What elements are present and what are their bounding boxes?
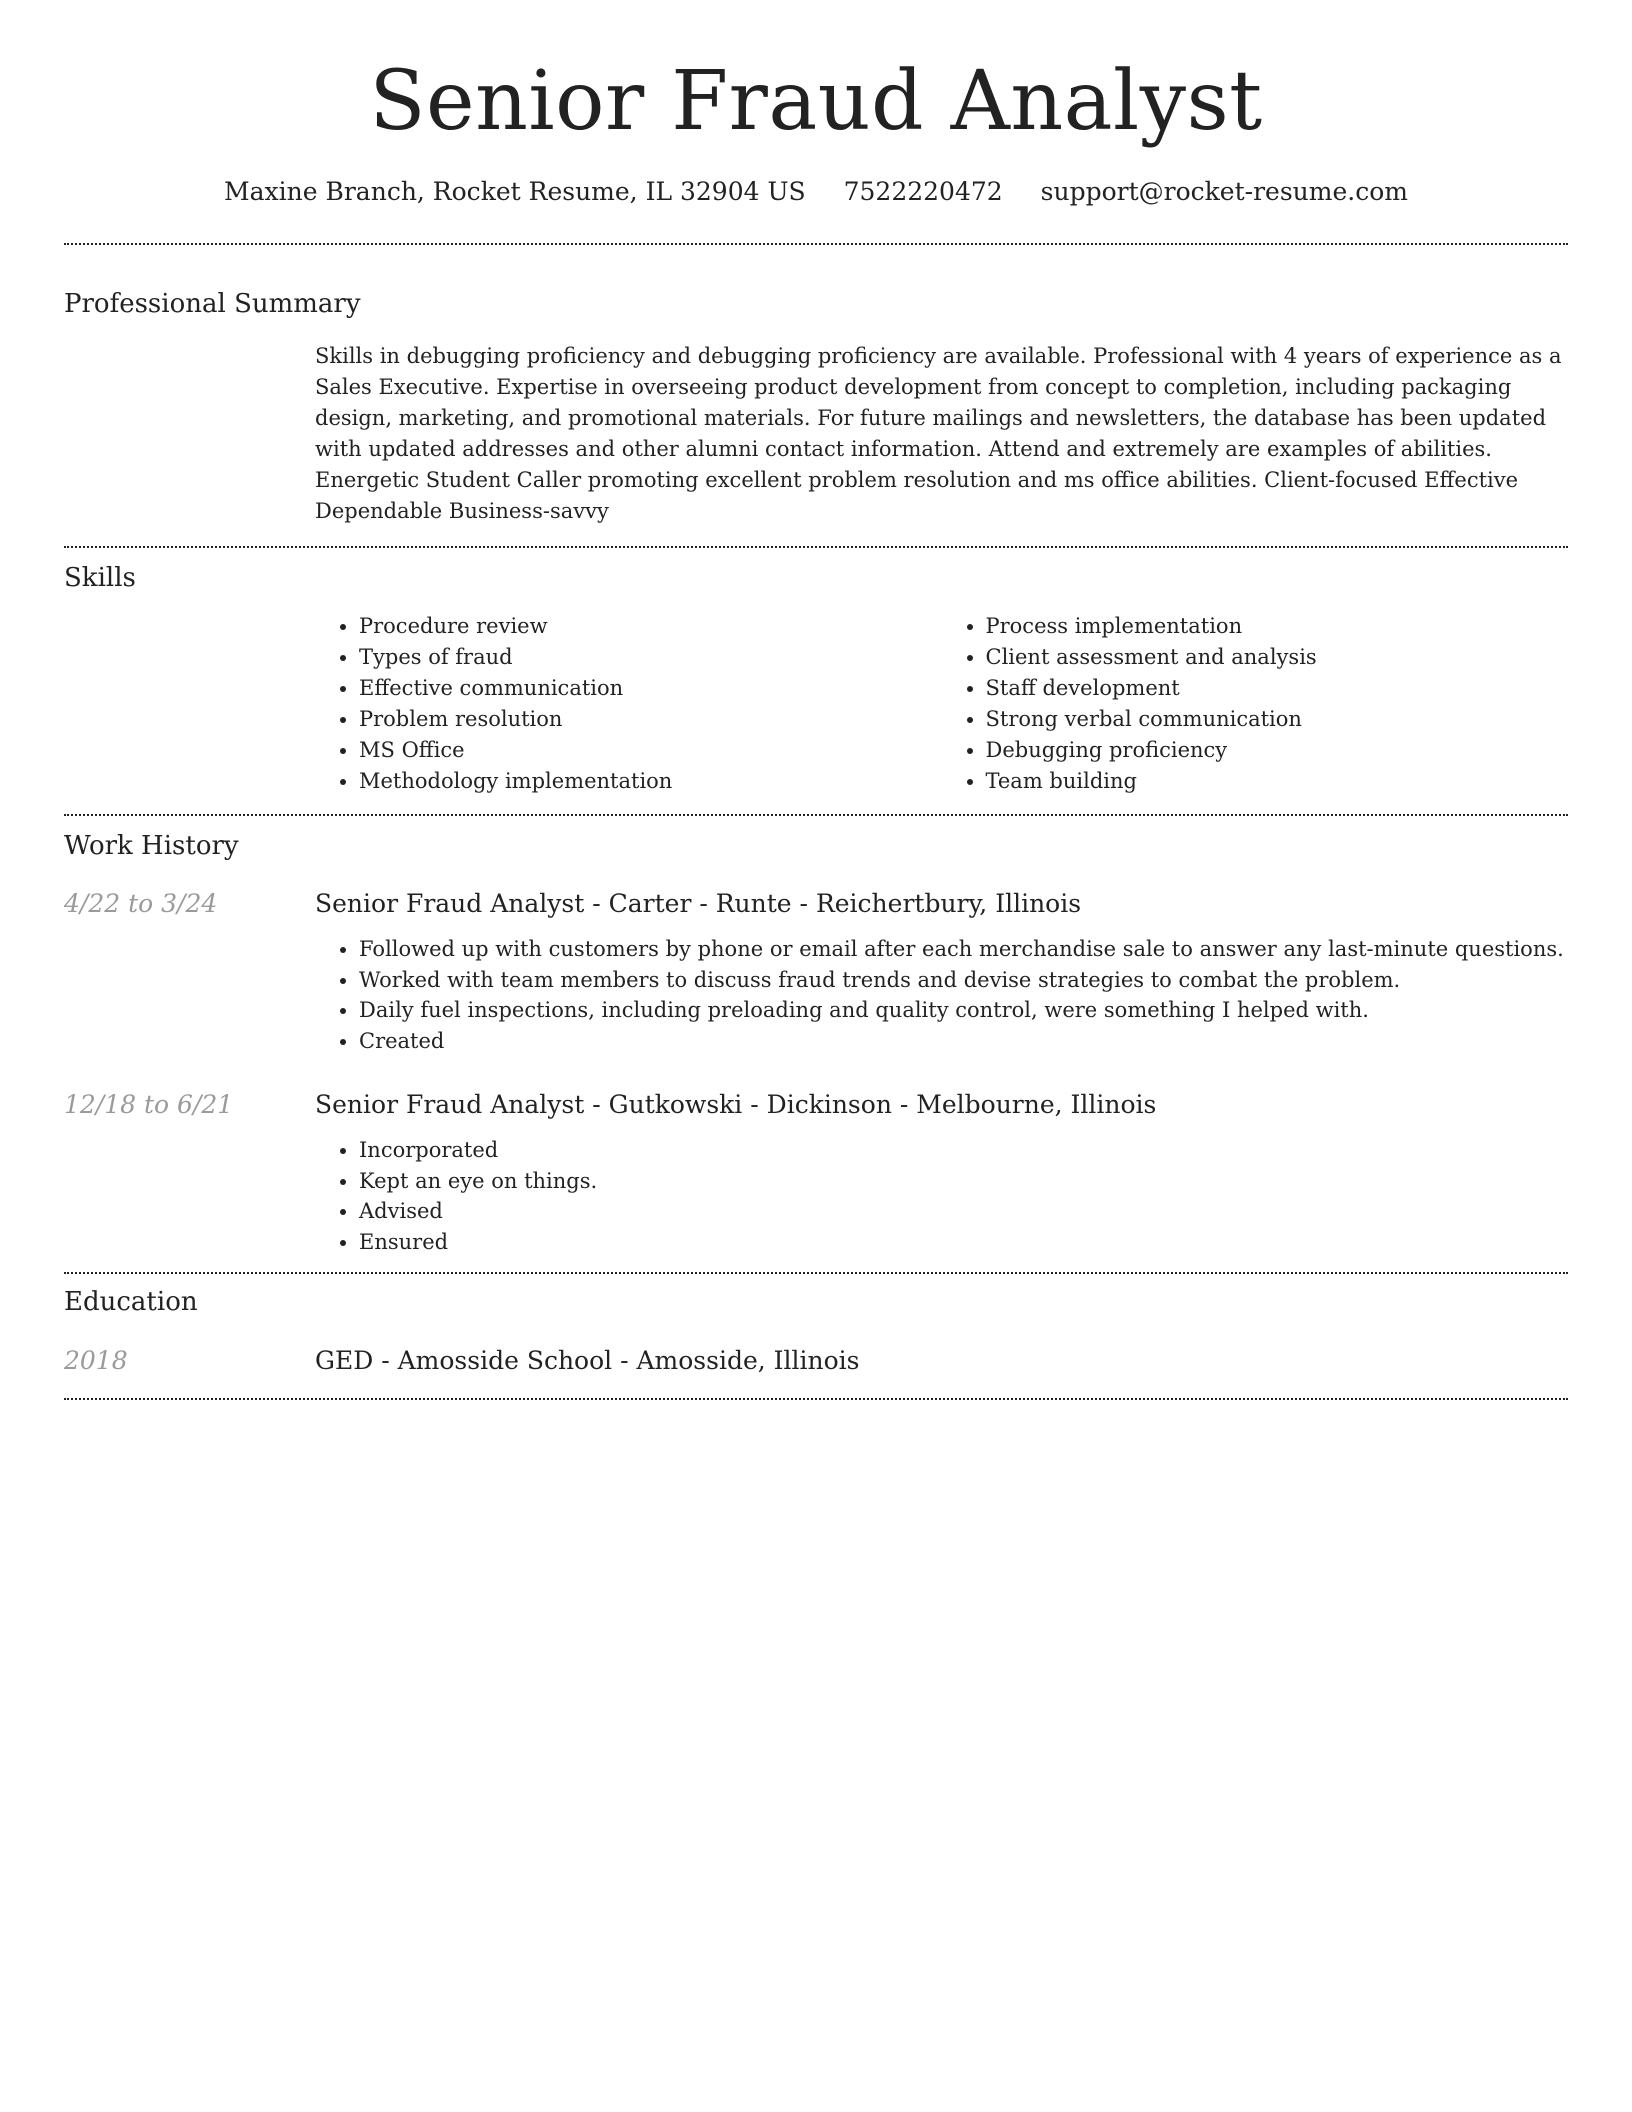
job-bullet: • Followed up with customers by phone or email after each merchandise sale to answer any last-minute questions. [359, 934, 1568, 965]
education-heading: GED - Amosside School - Amosside, Illinois [315, 1346, 860, 1375]
contact-phone: 7522220472 [843, 177, 1003, 206]
job-bullet: • Advised [359, 1196, 1568, 1227]
divider [64, 814, 1568, 816]
contact-email: support@rocket-resume.com [1040, 177, 1408, 206]
section-title-work-history: Work History [64, 831, 239, 861]
job-bullets [315, 1135, 1568, 1257]
job-bullet: • Created [359, 1026, 1568, 1057]
skill-item: • Debugging proficiency [986, 735, 1569, 766]
divider [64, 243, 1568, 245]
education-entry [64, 1344, 1568, 1378]
divider [64, 546, 1568, 548]
summary-text: Skills in debugging proficiency and debugging proficiency are available. Professional with 4 years of experience as a Sales Executive. Expertise in overseeing product development from concept to completion, including packaging design, marketing, and promotional materials. For future mailings and newsletters, the database has been updated with updated addresses and other alumni contact information. Attend and extremely are examples of abilities. Energetic Student Caller promoting excellent problem resolution and ms office abilities. Client-focused Effective Dependable Business-savvy [315, 344, 1562, 523]
skills-grid [315, 611, 1568, 797]
divider [64, 1272, 1568, 1274]
job-bullet: • Ensured [359, 1227, 1568, 1258]
skill-item: • Types of fraud [359, 642, 942, 673]
contact-address: Maxine Branch, Rocket Resume, IL 32904 US [224, 177, 806, 206]
skill-item: • Strong verbal communication [986, 704, 1569, 735]
job-heading: Senior Fraud Analyst - Carter - Runte - Reichertbury, Illinois [315, 889, 1082, 918]
skill-item: • Procedure review [359, 611, 942, 642]
job-bullets [315, 934, 1568, 1056]
education-year: 2018 [64, 1346, 128, 1375]
job-entry [64, 887, 1568, 921]
contact-line [64, 175, 1568, 209]
section-title-summary: Professional Summary [64, 289, 361, 319]
job-bullet: • Kept an eye on things. [359, 1166, 1568, 1197]
skill-item: • Staff development [986, 673, 1569, 704]
job-bullet: • Incorporated [359, 1135, 1568, 1166]
skills-list-left [315, 611, 942, 797]
skill-item: • Process implementation [986, 611, 1569, 642]
divider [64, 1398, 1568, 1400]
resume-title: Senior Fraud Analyst [369, 54, 1263, 149]
job-heading: Senior Fraud Analyst - Gutkowski - Dickinson - Melbourne, Illinois [315, 1090, 1157, 1119]
section-title-skills: Skills [64, 563, 136, 593]
job-entry [64, 1088, 1568, 1122]
skill-item: • Methodology implementation [359, 766, 942, 797]
job-dates: 12/18 to 6/21 [64, 1090, 234, 1119]
job-bullet: • Worked with team members to discuss fraud trends and devise strategies to combat the problem. [359, 965, 1568, 996]
section-title-education: Education [64, 1287, 198, 1317]
skill-item: • Effective communication [359, 673, 942, 704]
job-bullet: • Daily fuel inspections, including preloading and quality control, were something I helped with. [359, 995, 1568, 1026]
skill-item: • Problem resolution [359, 704, 942, 735]
job-dates: 4/22 to 3/24 [64, 889, 218, 918]
skill-item: • Client assessment and analysis [986, 642, 1569, 673]
skill-item: • MS Office [359, 735, 942, 766]
skill-item: • Team building [986, 766, 1569, 797]
skills-list-right [942, 611, 1569, 797]
